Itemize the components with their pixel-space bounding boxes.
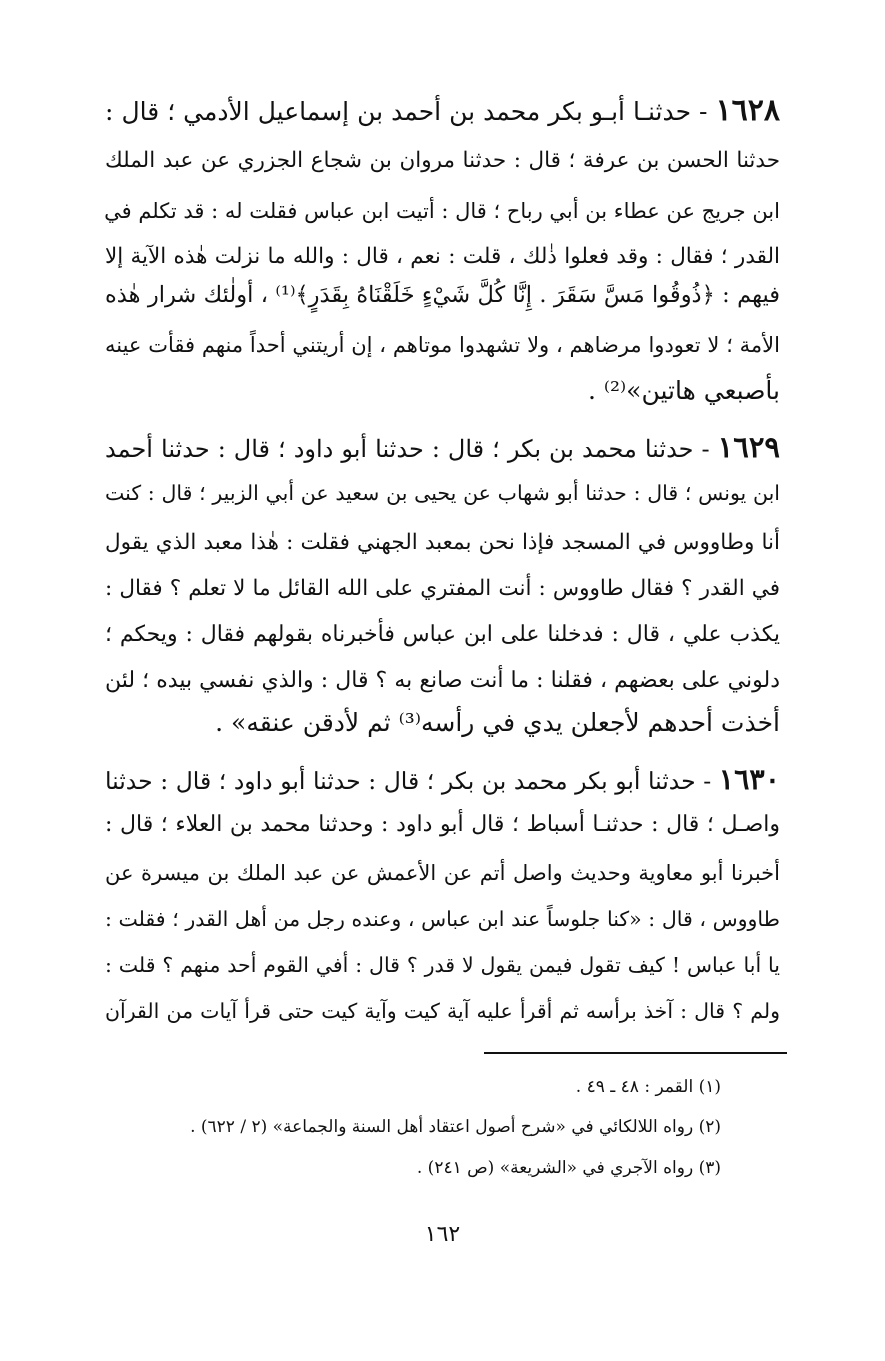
hadith-1630-line-1 bbox=[105, 756, 780, 802]
hadith-1628-line-6: الأمة ؛ لا تعودوا مرضاهم ، ولا تشهدوا موتاهم ، إن أريتني أحداً منهم فقأت عينه bbox=[105, 333, 780, 357]
hadith-1629-line-1 bbox=[105, 424, 780, 470]
hadith-1628-line-7: بأصبعي هاتين»⁽²⁾ . bbox=[587, 376, 780, 405]
hadith-1628-line-2: حدثنا الحسن بن عرفة ؛ قال : حدثنا مروان بن شجاع الجزري عن عبد الملك bbox=[105, 148, 780, 173]
hadith-number-1629: ١٦٢٩ bbox=[717, 430, 780, 464]
hadith-1628-line-1 bbox=[105, 88, 780, 134]
hadith-1630-line-6: ولم ؟ قال : آخذ برأسه ثم أقرأ عليه آية كيت وآية كيت حتى قرأ آيات من القرآن bbox=[105, 999, 780, 1023]
hadith-1628-line-3: ابن جريج عن عطاء بن أبي رباح ؛ قال : أتيت ابن عباس فقلت له : قد تكلم في bbox=[104, 199, 780, 223]
hadith-text: - حدثنا محمد بن بكر ؛ قال : حدثنا أبو داود ؛ قال : حدثنا أحمد bbox=[105, 435, 710, 463]
hadith-1629-line-4: في القدر ؟ فقال طاووس : أنت المفتري على الله القائل ما لا تعلم ؟ فقال : bbox=[105, 576, 780, 601]
hadith-1628-line-5: فيهم : ﴿ذُوقُوا مَسَّ سَقَرَ . إِنَّا كُلَّ شَيْءٍ خَلَقْنَاهُ بِقَدَرٍ﴾⁽¹⁾ ، أولٰئك شرار هٰذه bbox=[105, 282, 780, 308]
footnote-3: (٣) رواه الآجري في «الشريعة» (ص ٢٤١) . bbox=[416, 1158, 721, 1178]
footnote-2: (٢) رواه اللالكائي في «شرح أصول اعتقاد أهل السنة والجماعة» (٢ / ٦٢٢) . bbox=[190, 1117, 721, 1137]
hadith-text: - حدثنـا أبـو بكر محمد بن أحمد بن إسماعيل الأدمي ؛ قال : bbox=[105, 97, 708, 126]
hadith-text: - حدثنا أبو بكر محمد بن بكر ؛ قال : حدثنا أبو داود ؛ قال : حدثنا bbox=[105, 767, 712, 795]
hadith-number-1628: ١٦٢٨ bbox=[715, 93, 780, 128]
hadith-1629-line-7: أخذت أحدهم لأجعلن يدي في رأسه⁽³⁾ ثم لأدقن عنقه» . bbox=[215, 708, 780, 737]
hadith-1630-line-5: يا أبا عباس ! كيف تقول فيمن يقول لا قدر ؟ قال : أفي القوم أحد منهم ؟ قلت : bbox=[105, 953, 780, 977]
footnote-1: (١) القمر : ٤٨ ـ ٤٩ . bbox=[575, 1077, 721, 1097]
hadith-1630-line-3: أخبرنا أبو معاوية وحديث واصل أتم عن الأعمش عن عبد الملك بن ميسرة عن bbox=[105, 861, 780, 885]
hadith-1630-line-2: واصـل ؛ قال : حدثنـا أسباط ؛ قال أبو داود : وحدثنا محمد بن العلاء ؛ قال : bbox=[105, 812, 780, 837]
hadith-1630-line-4: طاووس ، قال : «كنا جلوساً عند ابن عباس ، وعنده رجل من أهل القدر ؛ فقلت : bbox=[105, 907, 780, 931]
hadith-number-1630: ١٦٣٠ bbox=[718, 762, 781, 796]
footnote-divider bbox=[484, 1052, 787, 1054]
hadith-1629-line-5: يكذب علي ، قال : فدخلنا على ابن عباس فأخبرناه بقولهم فقال : ويحكم ؛ bbox=[105, 622, 780, 647]
page-number: ١٦٢ bbox=[424, 1222, 461, 1247]
hadith-1629-line-6: دلوني على بعضهم ، فقلنا : ما أنت صانع به ؟ قال : والذي نفسي بيده ؛ لئن bbox=[105, 668, 780, 693]
hadith-1629-line-3: أنا وطاووس في المسجد فإذا نحن بمعبد الجهني فقلت : هٰذا معبد الذي يقول bbox=[105, 530, 780, 555]
hadith-1628-line-4: القدر ؛ فقال : وقد فعلوا ذٰلك ، قلت : نعم ، قال : والله ما نزلت هٰذه الآية إلا bbox=[105, 244, 780, 269]
hadith-1629-line-2: ابن يونس ؛ قال : حدثنا أبو شهاب عن يحيى بن سعيد عن أبي الزبير ؛ قال : كنت bbox=[105, 481, 780, 505]
